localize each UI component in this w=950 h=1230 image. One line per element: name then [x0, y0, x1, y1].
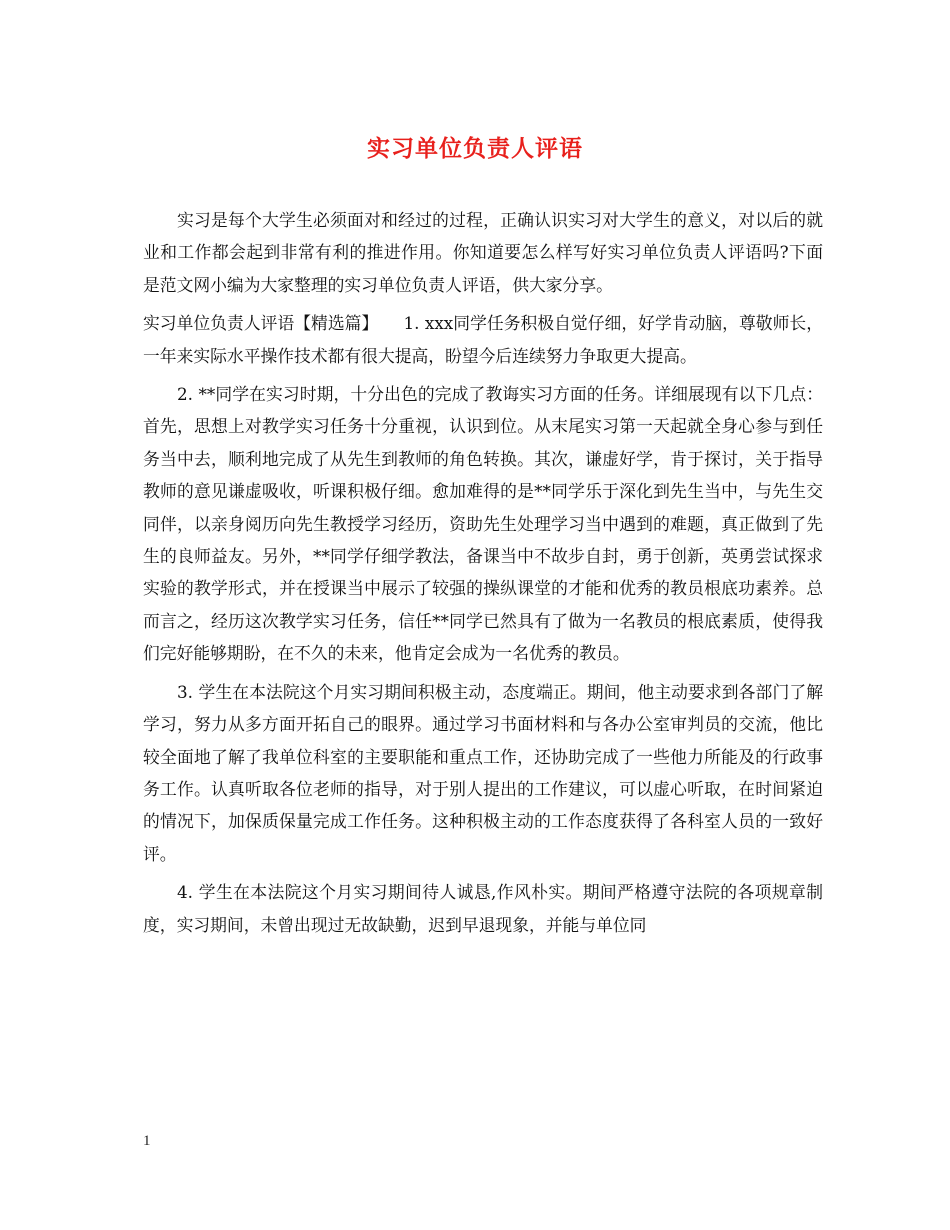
paragraph-item-4: 4. 学生在本法院这个月实习期间待人诚恳,作风朴实。期间严格遵守法院的各项规章制度，实习期间，未曾出现过无故缺勤，迟到早退现象，并能与单位同 [143, 882, 823, 935]
page-title: 实习单位负责人评语 [367, 135, 583, 162]
document-body [143, 204, 823, 947]
paragraph-item-1: 实习单位负责人评语【精选篇】 1. xxx同学任务积极自觉仔细，好学肯动脑，尊敬师长，一年来实际水平操作技术都有很大提高，盼望今后连续努力争取更大提高。 [143, 313, 823, 366]
paragraph-item-3: 3. 学生在本法院这个月实习期间积极主动，态度端正。期间，他主动要求到各部门了解学习，努力从多方面开拓自己的眼界。通过学习书面材料和与各办公室审判员的交流，他比较全面地了解了我单位科室的主要职能和重点工作，还协助完成了一些他力所能及的行政事务工作。认真听取各位老师的指导，对于别人提出的工作建议，可以虚心听取，在时间紧迫的情况下，加保质保量完成工作任务。这种积极主动的工作态度获得了各科室人员的一致好评。 [143, 681, 823, 864]
paragraph-item-2: 2. **同学在实习时期，十分出色的完成了教诲实习方面的任务。详细展现有以下几点：首先，思想上对教学实习任务十分重视，认识到位。从末尾实习第一天起就全身心参与到任务当中去，顺利地完成了从先生到教师的角色转换。其次，谦虚好学，肯于探讨，关于指导教师的意见谦虚吸收，听课积极仔细。愈加难得的是**同学乐于深化到先生当中，与先生交同伴，以亲身阅历向先生教授学习经历，资助先生处理学习当中遇到的难题，真正做到了先生的良师益友。另外，**同学仔细学教法，备课当中不故步自封，勇于创新，英勇尝试探求实验的教学形式，并在授课当中展示了较强的操纵课堂的才能和优秀的教员根底功素养。总而言之，经历这次教学实习任务，信任**同学已然具有了做为一名教员的根底素质，使得我们完好能够期盼，在不久的未来，他肯定会成为一名优秀的教员。 [143, 384, 823, 664]
page-number: 1 [143, 1133, 151, 1149]
intro-paragraph: 实习是每个大学生必须面对和经过的过程，正确认识实习对大学生的意义，对以后的就业和工作都会起到非常有利的推进作用。你知道要怎么样写好实习单位负责人评语吗?下面是范文网小编为大家整理的实习单位负责人评语，供大家分享。 [143, 210, 823, 295]
